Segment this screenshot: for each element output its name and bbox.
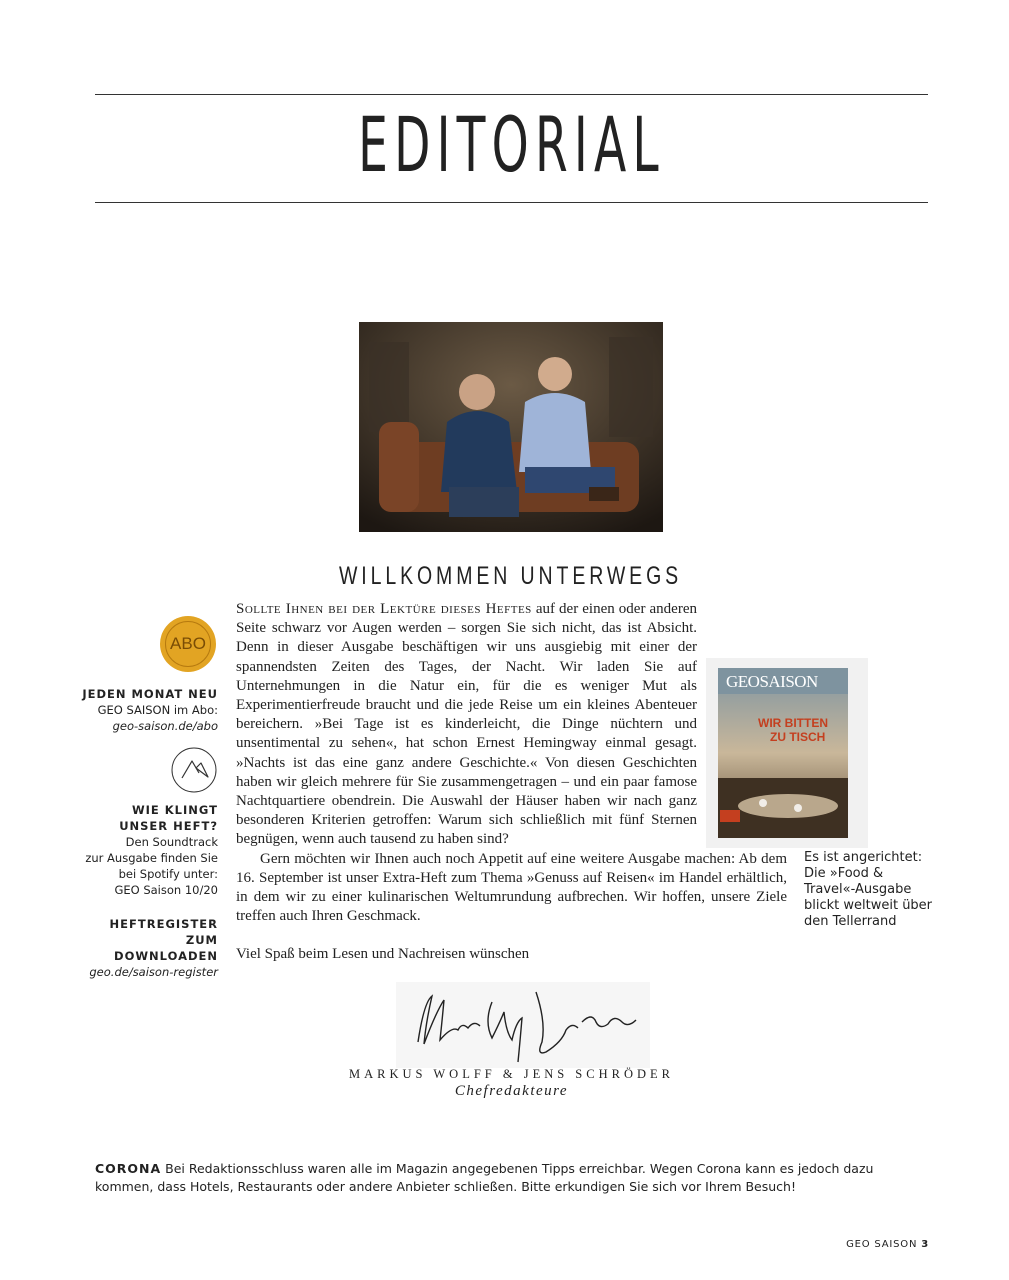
signature-role: Chefredakteure bbox=[454, 1083, 569, 1099]
folio-publication: GEO SAISON bbox=[846, 1239, 918, 1250]
register-heading-2: ZUM DOWNLOADEN bbox=[114, 933, 218, 963]
cover-caption: Es ist angerichtet: Die »Food & Travel«-Ausgabe blickt weltweit über den Tellerrand bbox=[804, 850, 933, 929]
article-closing: Viel Spaß beim Lesen und Nachreisen wünschen bbox=[236, 946, 530, 963]
cover-headline-2: ZU TISCH bbox=[770, 730, 826, 744]
abo-link[interactable]: geo-saison.de/abo bbox=[112, 719, 218, 733]
spotify-line-3: bei Spotify unter: bbox=[118, 867, 218, 881]
spotify-line-1: Den Soundtrack bbox=[125, 835, 218, 849]
register-info bbox=[80, 916, 218, 980]
magazine-cover bbox=[718, 668, 848, 838]
abo-text: GEO SAISON im Abo: bbox=[97, 703, 218, 717]
spotify-info bbox=[80, 802, 218, 898]
page-folio bbox=[846, 1239, 929, 1250]
abo-badge-icon bbox=[160, 616, 216, 672]
signature-names: MARKUS WOLFF & JENS SCHRÖDER bbox=[348, 1067, 674, 1081]
spotify-line-2: zur Ausgabe finden Sie bbox=[85, 851, 218, 865]
abo-heading: JEDEN MONAT NEU bbox=[82, 687, 218, 701]
register-link[interactable]: geo.de/saison-register bbox=[89, 965, 218, 979]
page-title: EDITORIAL bbox=[358, 100, 665, 189]
article-paragraph-2: Gern möchten wir Ihnen auch noch Appetit auf eine weitere Ausgabe machen: Ab dem 16. September ist unser Extra-Heft zum Thema »Genuss auf Reisen« im Handel erhältlich, in dem wir zu einer kulinarischen Weltumrundung aufbrechen. Wir hoffen, unsere Ziele treffen auch Ihren Geschmack. bbox=[236, 850, 787, 925]
magazine-cover-art bbox=[718, 668, 848, 838]
article-headline: WILLKOMMEN UNTERWEGS bbox=[338, 562, 683, 590]
spotify-line-4: GEO Saison 10/20 bbox=[114, 883, 218, 897]
article-body bbox=[236, 600, 787, 965]
spotify-heading-2: UNSER HEFT? bbox=[119, 819, 218, 833]
spotify-icon bbox=[170, 746, 218, 794]
abo-badge-label: ABO bbox=[165, 621, 211, 667]
cover-brand: GEOSAISON bbox=[726, 672, 818, 691]
masthead-rule-bottom bbox=[95, 202, 928, 203]
editors-photo-illustration bbox=[359, 322, 663, 532]
article-lead-in: Sollte Ihnen bei der Lektüre dieses Heftes bbox=[236, 601, 532, 617]
editors-signature bbox=[396, 982, 650, 1068]
register-heading-1: HEFTREGISTER bbox=[109, 917, 218, 931]
spotify-heading-1: WIE KLINGT bbox=[131, 803, 218, 817]
article-paragraph-1-text: auf der einen oder anderen Seite schwarz vor Augen werden – sorgen Sie sich nicht, das ist Absicht. Denn in dieser Ausgabe beschäftigen wir uns ausgiebig mit einer der spannendsten Zeiten des Tages, der Nacht. Wir laden Sie auf Unternehmungen in die Natur ein, für die es weniger Mut als Experimentierfreude braucht und die jede Reise um ein kleines Abenteuer bereichern. »Bei Tage ist es kinderleicht, die Dinge nüchtern und unsentimental zu sehen«, hat schon Ernest Hemingway einmal gesagt. »Nachts ist das eine ganz andere Geschichte.« Von diesen Geschichten haben wir gleich mehrere für Sie zusammengetragen – und ein paar famose Nachtquartiere obendrein. Die Auswahl der Häuser haben wir nach ganz besonderen Kriterien getroffen: Warum sich schließlich mit fünf Sternen begnügen, wenn auch tausend zu haben sind? bbox=[236, 601, 697, 848]
abo-info bbox=[80, 686, 218, 734]
corona-notice bbox=[95, 1160, 915, 1196]
corona-text: Bei Redaktionsschluss waren alle im Magazin angegebenen Tipps erreichbar. Wegen Corona kann es jedoch dazu kommen, dass Hotels, Restaurants oder andere Anbieter schließen. Bitte erkundigen Sie sich vor Ihrem Besuch! bbox=[95, 1161, 874, 1194]
cover-headline-1: WIR BITTEN bbox=[758, 716, 828, 730]
folio-page-number: 3 bbox=[921, 1239, 929, 1250]
corona-label: CORONA bbox=[95, 1161, 162, 1176]
editors-photo bbox=[359, 322, 663, 532]
masthead-rule-top bbox=[95, 94, 928, 95]
